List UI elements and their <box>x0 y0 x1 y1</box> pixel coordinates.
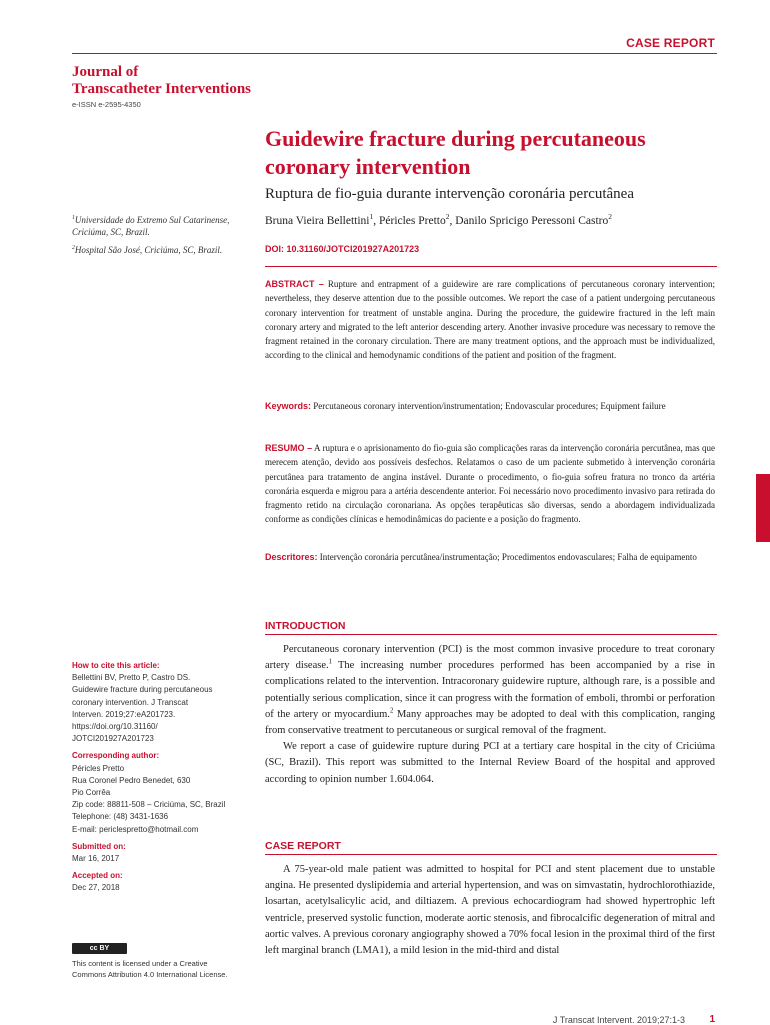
citation-ref[interactable]: 2 <box>389 707 394 715</box>
corresponding-email-link[interactable]: E-mail: periclespretto@hotmail.com <box>72 824 199 834</box>
abstract-divider <box>265 266 717 267</box>
affiliation-text: Universidade do Extremo Sul Catarinense, Criciúma, SC, Brazil. <box>72 215 230 237</box>
introduction-paragraph <box>265 642 715 739</box>
license-link[interactable]: Commons Attribution 4.0 International License. <box>72 970 228 979</box>
page-edge-tab <box>756 474 770 542</box>
author-separator: , <box>449 215 456 227</box>
journal-name-line1: Journal of <box>72 64 139 80</box>
introduction-body <box>265 642 715 788</box>
article-subtitle: Ruptura de fio-guia durante intervenção coronária percutânea <box>265 186 634 202</box>
author-separator: , <box>373 215 379 227</box>
affiliation-item <box>72 244 252 256</box>
author-affiliation-marker: 2 <box>608 212 612 222</box>
keywords <box>265 399 715 413</box>
paragraph-text: The increasing number procedures performed has been accompanied by a rise in complications related to the intervention. Intracoronary guidewire rupture, although rare, is a possible and potentially serious complication, since it can progress with the formation of emboli, thrombi or perforation of the artery or myocardium. <box>265 660 715 720</box>
article-title: Guidewire fracture during percutaneous coronary intervention <box>265 126 646 179</box>
corresponding-line: Pio Corrêa <box>72 788 111 798</box>
cite-line: Interven. 2019;27:eA201723. <box>72 709 176 719</box>
resumo <box>265 441 715 527</box>
journal-issn: e-ISSN e-2595-4350 <box>72 100 141 109</box>
affiliations <box>72 214 252 262</box>
author-affiliation-marker: 2 <box>445 212 450 222</box>
keywords-label: Keywords: <box>265 401 312 411</box>
affiliation-text: Hospital São José, Criciúma, SC, Brazil. <box>74 245 223 255</box>
submitted-date: Mar 16, 2017 <box>72 854 120 864</box>
cite-doi-link[interactable]: https://doi.org/10.31160/ <box>72 722 158 732</box>
cite-line: Guidewire fracture during percutaneous <box>72 685 213 695</box>
cite-doi-link[interactable]: JOTCI201927A201723 <box>72 734 154 744</box>
author-name[interactable]: Péricles Pretto <box>378 215 446 227</box>
corresponding-line: Telephone: (48) 3431-1636 <box>72 812 169 822</box>
corresponding-heading: Corresponding author: <box>72 751 160 761</box>
paragraph-text: Percutaneous coronary intervention (PCI) is the most common invasive procedure to treat coronary artery disease. <box>265 644 715 672</box>
author-list <box>265 212 735 227</box>
license-line: This content is licensed under a Creative <box>72 959 208 968</box>
case-report-paragraph: A 75-year-old male patient was admitted to hospital for PCI and stent placement due to unstable angina. He presented dyslipidemia and arterial hypertension, and was on simvastatin, hydrochlorothiazide, losartan, acetylsalicylic acid, and diltiazem. A previous echocardiogram had showed hypertrophic left ventricle, preserved systolic function, moderate aortic stenosis, and fibrocalcific degeneration of mitral and aortic valves. A previous coronary angiography showed a 70% focal lesion in the proximal third of the first left marginal branch (LMA1), a mild lesion in the mid-third and distal <box>265 864 715 957</box>
abstract-text: Rupture and entrapment of a guidewire are rare complications of percutaneous coronary intervention; nevertheless, they deserve attention due to the possible outcomes. We report the case of a patient undergoing percutaneous coronary intervention for treatment of unstable angina. During the procedure, the guidewire fractured in the left main coronary artery and migrated to the left anterior descending artery. Another invasive procedure was necessary to remove the fragment retained in the coronary circulation. There are many treatment options, and the approach must be individualized, according to the clinical and hemodynamic conditions of the patient and position of the fragment. <box>265 279 715 361</box>
corresponding-line: Péricles Pretto <box>72 763 125 773</box>
article-type-label: CASE REPORT <box>626 36 715 50</box>
abstract <box>265 277 715 363</box>
citation-ref[interactable]: 1 <box>328 658 333 666</box>
submitted-heading: Submitted on: <box>72 841 126 851</box>
affiliation-item <box>72 214 252 238</box>
cite-heading: How to cite this article: <box>72 661 160 670</box>
corresponding-line: Rua Coronel Pedro Benedet, 630 <box>72 775 191 785</box>
case-report-body <box>265 862 715 959</box>
article-info-sidebar <box>72 660 252 895</box>
accepted-heading: Accepted on: <box>72 871 123 881</box>
keywords-text: Percutaneous coronary intervention/instrumentation; Endovascular procedures; Equipment failure <box>311 401 666 411</box>
paragraph-text: Many approaches may be adopted to deal with this complication, ranging from conservative treatment to percutaneous or surgical removal of the fragment. <box>265 708 715 737</box>
doi-link[interactable]: DOI: 10.31160/JOTCI201927A201723 <box>265 244 420 254</box>
resumo-label: RESUMO – <box>265 443 313 453</box>
header-divider <box>72 53 717 54</box>
footer-citation: J Transcat Intervent. 2019;27:1-3 <box>552 1015 685 1025</box>
case-report-heading: CASE REPORT <box>265 840 717 855</box>
license-text <box>72 958 252 980</box>
descritores-label: Descritores: <box>265 552 318 562</box>
corresponding-line: Zip code: 88811-508 – Criciúma, SC, Brazil <box>72 800 226 810</box>
author-name[interactable]: Bruna Vieira Bellettini <box>265 215 370 227</box>
journal-name[interactable] <box>72 64 322 98</box>
page-number: 1 <box>709 1014 715 1025</box>
introduction-paragraph: We report a case of guidewire rupture during PCI at a tertiary care hospital in the city of Criciúma (SC, Brazil). This report was submitted to the Internal Review Board of the hospital and approved according to opinion number 1.604.064. <box>265 741 715 785</box>
descritores <box>265 550 715 564</box>
affiliation-marker: 1 <box>72 215 75 221</box>
affiliation-marker: 2 <box>72 245 75 251</box>
journal-name-line2: Transcatheter Interventions <box>72 81 252 97</box>
resumo-text: A ruptura e o aprisionamento do fio-guia são complicações raras da intervenção coronária percutânea, mas que merecem atenção, devido aos possíveis desfechos. Relatamos o caso de um paciente submetido à intervenção coronária percutânea para tratamento de angina instável. Durante o procedimento, o fio-guia sofreu fratura no tronco da artéria coronária esquerda e migrou para a artéria descendente anterior. Foi necessário novo procedimento invasivo para retirada do fragmento retido na circulação coronariana. As opções terapêuticas são diversas, sendo a abordagem individualizada conforme as condições clínicas e hemodinâmicas do paciente e a posição do fragmento. <box>265 443 715 525</box>
cite-line: coronary intervention. J Transcat <box>72 697 189 707</box>
license-block <box>72 937 252 980</box>
abstract-label: ABSTRACT – <box>265 279 324 289</box>
accepted-date: Dec 27, 2018 <box>72 883 120 893</box>
cc-by-icon[interactable]: cc BY <box>72 943 127 954</box>
author-name[interactable]: Danilo Spricigo Peressoni Castro <box>455 215 609 227</box>
descritores-text: Intervenção coronária percutânea/instrumentação; Procedimentos endovasculares; Falha de equipamento <box>317 552 697 562</box>
author-affiliation-marker: 1 <box>369 212 374 222</box>
introduction-heading: INTRODUCTION <box>265 620 717 635</box>
cite-line: Bellettini BV, Pretto P, Castro DS. <box>72 673 191 683</box>
